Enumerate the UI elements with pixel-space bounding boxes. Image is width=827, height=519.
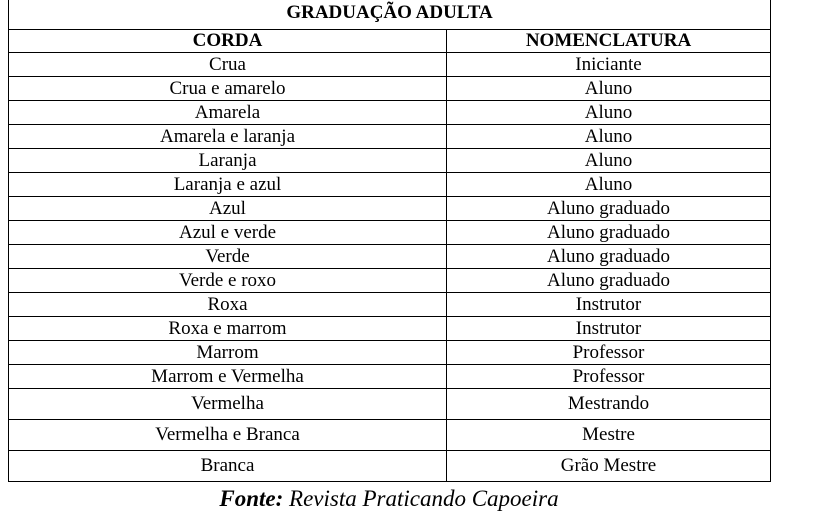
- cell-nomenclatura: Instrutor: [447, 293, 771, 317]
- table-row: [9, 420, 771, 451]
- table-row: [9, 221, 771, 245]
- cell-nomenclatura: Aluno graduado: [447, 197, 771, 221]
- cell-nomenclatura: Aluno: [447, 77, 771, 101]
- cell-nomenclatura: Mestrando: [447, 389, 771, 420]
- table-row: [9, 197, 771, 221]
- column-header-nomenclatura: NOMENCLATURA: [447, 30, 771, 53]
- cell-nomenclatura: Iniciante: [447, 53, 771, 77]
- cell-corda: Amarela: [9, 101, 447, 125]
- cell-corda: Azul: [9, 197, 447, 221]
- cell-corda: Marrom: [9, 341, 447, 365]
- table-row: [9, 317, 771, 341]
- graduation-table: [8, 0, 771, 482]
- table-title: GRADUAÇÃO ADULTA: [9, 0, 771, 30]
- cell-nomenclatura: Grão Mestre: [447, 451, 771, 482]
- cell-nomenclatura: Instrutor: [447, 317, 771, 341]
- cell-corda: Verde e roxo: [9, 269, 447, 293]
- cell-nomenclatura: Aluno graduado: [447, 245, 771, 269]
- cell-corda: Vermelha: [9, 389, 447, 420]
- column-header-corda: CORDA: [9, 30, 447, 53]
- cell-nomenclatura: Professor: [447, 341, 771, 365]
- cell-nomenclatura: Aluno graduado: [447, 269, 771, 293]
- table-row: [9, 125, 771, 149]
- table-row: [9, 341, 771, 365]
- cell-corda: Roxa e marrom: [9, 317, 447, 341]
- table-row: [9, 293, 771, 317]
- cell-nomenclatura: Aluno graduado: [447, 221, 771, 245]
- table-row: [9, 245, 771, 269]
- source-caption-text: Revista Praticando Capoeira: [283, 486, 559, 511]
- cell-corda: Verde: [9, 245, 447, 269]
- table-row: [9, 77, 771, 101]
- cell-corda: Branca: [9, 451, 447, 482]
- cell-corda: Laranja e azul: [9, 173, 447, 197]
- cell-corda: Crua: [9, 53, 447, 77]
- cell-nomenclatura: Aluno: [447, 101, 771, 125]
- cell-corda: Roxa: [9, 293, 447, 317]
- source-caption: [0, 486, 778, 512]
- cell-corda: Vermelha e Branca: [9, 420, 447, 451]
- table-row: [9, 149, 771, 173]
- cell-corda: Marrom e Vermelha: [9, 365, 447, 389]
- table-row: [9, 269, 771, 293]
- cell-corda: Azul e verde: [9, 221, 447, 245]
- table-row: [9, 53, 771, 77]
- cell-corda: Laranja: [9, 149, 447, 173]
- cell-nomenclatura: Mestre: [447, 420, 771, 451]
- cell-nomenclatura: Professor: [447, 365, 771, 389]
- table-row: [9, 173, 771, 197]
- table-row: [9, 101, 771, 125]
- table-row: [9, 365, 771, 389]
- table-row: [9, 389, 771, 420]
- cell-corda: Crua e amarelo: [9, 77, 447, 101]
- cell-nomenclatura: Aluno: [447, 149, 771, 173]
- source-caption-label: Fonte:: [219, 486, 284, 511]
- cell-corda: Amarela e laranja: [9, 125, 447, 149]
- cell-nomenclatura: Aluno: [447, 125, 771, 149]
- cell-nomenclatura: Aluno: [447, 173, 771, 197]
- table-row: [9, 451, 771, 482]
